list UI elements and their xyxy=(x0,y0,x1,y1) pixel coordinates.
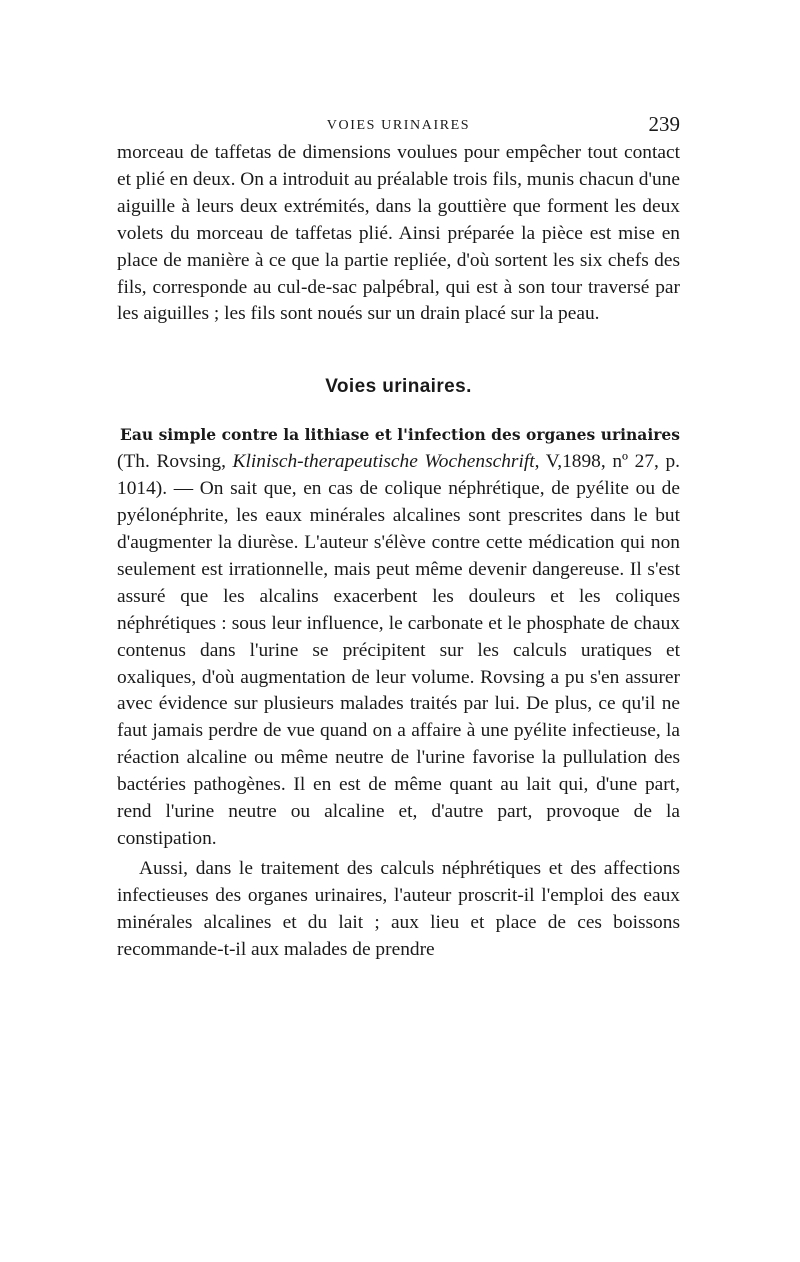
book-page xyxy=(117,108,680,963)
article-paragraph xyxy=(117,422,680,853)
article-lead-title: Eau simple contre la lithiase et l'infection des organes urinaires xyxy=(120,425,680,445)
citation-close: , V,1898, nº 27, p. 1014). — xyxy=(117,451,681,500)
journal-title: Klinisch-therapeutische Wochenschrift xyxy=(232,451,535,473)
article-paragraph-2: Aussi, dans le traitement des calculs néphrétiques et des affections infectieuses des organes urinaires, l'auteur proscrit-il l'emploi des eaux minérales alcalines et du lait ; aux lieu et place de ces boissons recommande-t-il aux malades de prendre xyxy=(117,857,680,960)
article-body: On sait que, en cas de colique néphrétique, de pyélite ou de pyélonéphrite, les eaux minérales alcalines sont prescrites dans le but d'augmenter la diurèse. L'auteur s'élève contre cette médication qui non seulement est irrationnelle, mais peut même devenir dangereuse. Il s'est assuré que les alcalins exacerbent les douleurs et les coliques néphrétiques : sous leur influence, le carbonate et le phosphate de chaux contenus dans l'urine se précipitent sur les calculs uratiques et oxaliques, d'où augmentation de leur volume. Rovsing a pu s'en assurer avec évidence sur plusieurs malades traités par lui. De plus, ce qu'il ne faut jamais perdre de vue quand on a affaire à une pyélite infectieuse, la réaction alcaline ou même neutre de l'urine favorise la pullulation des bactéries pathogènes. Il en est de même quant au lait qui, d'une part, rend l'urine neutre ou alcaline et, d'autre part, provoque de la constipation. xyxy=(117,478,680,849)
section-title: Voies urinaires. xyxy=(325,376,472,398)
continued-paragraph: morceau de taffetas de dimensions voulues pour empêcher tout contact et plié en deux. On a introduit au préalable trois fils, munis chacun d'une aiguille à leurs deux extrémités, dans la gouttière que forment les deux volets du morceau de taffetas plié. Ainsi préparée la pièce est mise en place de manière à ce que la partie repliée, d'où sortent les six chefs des fils, corresponde au cul-de-sac palpébral, qui est à son tour traversé par les aiguilles ; les fils sont noués sur un drain placé sur la peau. xyxy=(117,142,680,325)
running-header xyxy=(117,108,680,138)
page-number: 239 xyxy=(648,112,680,136)
running-title: VOIES URINAIRES xyxy=(326,118,471,133)
citation-open: (Th. Rovsing, xyxy=(117,451,233,473)
